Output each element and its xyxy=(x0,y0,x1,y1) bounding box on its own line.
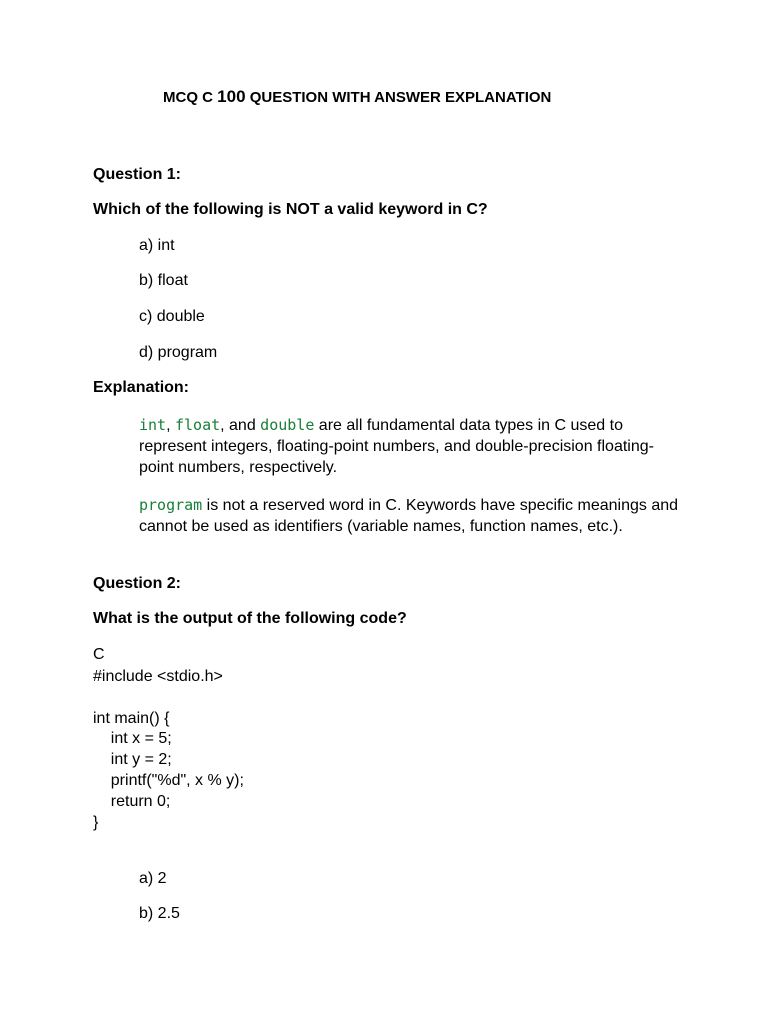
code-line: printf("%d", x % y); xyxy=(93,771,244,789)
explanation-paragraph-1 xyxy=(139,415,679,478)
question-2-label: Question 2: xyxy=(93,575,182,592)
question-1-option-b: b) float xyxy=(139,272,188,289)
question-1-text: Which of the following is NOT a valid keyword in C? xyxy=(93,201,488,218)
title-number: 100 xyxy=(217,87,246,106)
code-keyword-int: int xyxy=(139,416,167,434)
question-1-option-c: c) double xyxy=(139,308,205,325)
code-line xyxy=(93,688,244,709)
question-1-option-d: d) program xyxy=(139,344,218,361)
explanation-1-text: are all fundamental data types in C used to represent integers, floating-point numbers, and double-precision floating-point numbers, respectively. xyxy=(139,417,654,476)
explanation-2-text: is not a reserved word in C. Keywords have specific meanings and cannot be used as identifiers (variable names, function names, etc.). xyxy=(139,497,679,535)
code-word-program: program xyxy=(139,496,203,514)
explanation-label: Explanation: xyxy=(93,379,190,396)
code-line: int y = 2; xyxy=(93,751,172,769)
separator-2: , and xyxy=(220,417,261,434)
question-2-option-a: a) 2 xyxy=(139,870,167,887)
separator-1: , xyxy=(166,417,175,434)
explanation-paragraph-2 xyxy=(139,495,679,537)
title-suffix: QUESTION WITH ANSWER EXPLANATION xyxy=(245,89,552,106)
question-2-option-b: b) 2.5 xyxy=(139,905,180,922)
question-1-option-a: a) int xyxy=(139,237,175,254)
code-line: } xyxy=(93,813,99,831)
code-line: #include <stdio.h> xyxy=(93,668,223,685)
code-line: int x = 5; xyxy=(93,730,172,748)
title-prefix: MCQ C xyxy=(163,89,218,106)
document-title xyxy=(163,87,551,107)
code-block xyxy=(93,667,244,833)
question-2-text: What is the output of the following code? xyxy=(93,610,407,627)
code-language-label: C xyxy=(93,646,105,663)
code-line: int main() { xyxy=(93,709,170,727)
question-1-label: Question 1: xyxy=(93,166,182,183)
code-line: return 0; xyxy=(93,792,171,810)
code-keyword-float: float xyxy=(174,416,221,434)
code-keyword-double: double xyxy=(260,416,315,434)
